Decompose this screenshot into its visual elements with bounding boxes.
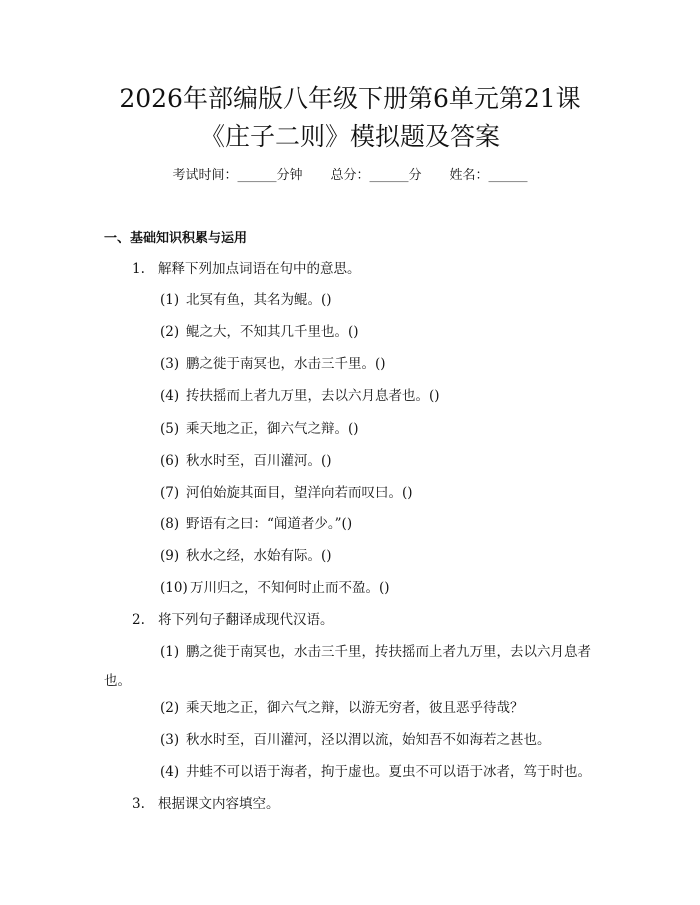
item-number: (6): [160, 453, 180, 469]
list-item: [160, 518, 352, 532]
question-prompt: 将下列句子翻译成现代汉语。: [158, 612, 334, 628]
item-text: 北冥有鱼，其名为鲲。(): [186, 292, 332, 308]
item-number: (8): [160, 516, 180, 532]
item-text: 野语有之曰：“闻道者少。”(): [186, 516, 353, 532]
question-prompt: 解释下列加点词语在句中的意思。: [158, 261, 361, 277]
item-number: (3): [160, 732, 180, 748]
doc-title-line1: 2026年部编版八年级下册第6单元第21课: [119, 84, 581, 113]
item-number: (7): [160, 485, 180, 501]
question-1: [132, 263, 361, 277]
list-item: [160, 358, 386, 372]
list-item: [160, 326, 359, 340]
item-text: 鹏之徙于南冥也，水击三千里，抟扶摇而上者九万里，去以六月息者也。: [104, 644, 591, 689]
list-item: [160, 582, 390, 596]
exam-time-field: 考试时间：______分钟: [172, 168, 303, 183]
list-item: [160, 702, 524, 716]
item-text: 鲲之大，不知其几千里也。(): [186, 324, 359, 340]
item-number: (2): [160, 700, 180, 716]
item-text: 鹏之徙于南冥也，水击三千里。(): [186, 356, 386, 372]
item-text: 秋水时至，百川灌河。(): [186, 453, 332, 469]
item-number: (5): [160, 421, 180, 437]
item-number: (4): [160, 388, 180, 404]
exam-info: [0, 169, 700, 182]
list-item: [160, 423, 359, 437]
item-number: (1): [160, 644, 180, 660]
item-text: 河伯始旋其面目，望洋向若而叹曰。(): [186, 485, 413, 501]
list-item: [160, 294, 332, 308]
list-item: [160, 455, 332, 469]
item-text: 乘天地之正，御六气之辩，以游无穷者，彼且恶乎待哉？: [186, 700, 524, 716]
question-prompt: 根据课文内容填空。: [158, 796, 280, 812]
list-item: [160, 766, 591, 780]
list-item: [104, 638, 598, 696]
item-number: (10): [160, 580, 188, 596]
name-field: 姓名：______: [449, 168, 528, 183]
item-text: 秋水时至，百川灌河，泾以渭以流，始知吾不如海若之甚也。: [186, 732, 551, 748]
item-text: 抟扶摇而上者九万里，去以六月息者也。(): [186, 388, 440, 404]
list-item: [160, 550, 332, 564]
item-text: 万川归之，不知何时止而不盈。(): [190, 580, 390, 596]
question-number: 2.: [132, 612, 145, 628]
question-number: 3.: [132, 796, 145, 812]
list-item: [160, 487, 413, 501]
item-number: (1): [160, 292, 180, 308]
item-text: 秋水之经，水始有际。(): [186, 548, 332, 564]
question-3: [132, 798, 280, 812]
item-text: 乘天地之正，御六气之辩。(): [186, 421, 359, 437]
item-number: (9): [160, 548, 180, 564]
item-number: (2): [160, 324, 180, 340]
list-item: [160, 390, 440, 404]
item-number: (4): [160, 764, 180, 780]
section-heading: 一、基础知识积累与运用: [104, 231, 248, 246]
total-score-field: 总分：______分: [330, 168, 422, 183]
list-item: [160, 734, 551, 748]
item-text: 井蛙不可以语于海者，拘于虚也。夏虫不可以语于冰者，笃于时也。: [186, 764, 591, 780]
question-number: 1.: [132, 261, 145, 277]
item-number: (3): [160, 356, 180, 372]
question-2: [132, 614, 334, 628]
doc-title-line2: 《庄子二则》模拟题及答案: [199, 122, 500, 151]
